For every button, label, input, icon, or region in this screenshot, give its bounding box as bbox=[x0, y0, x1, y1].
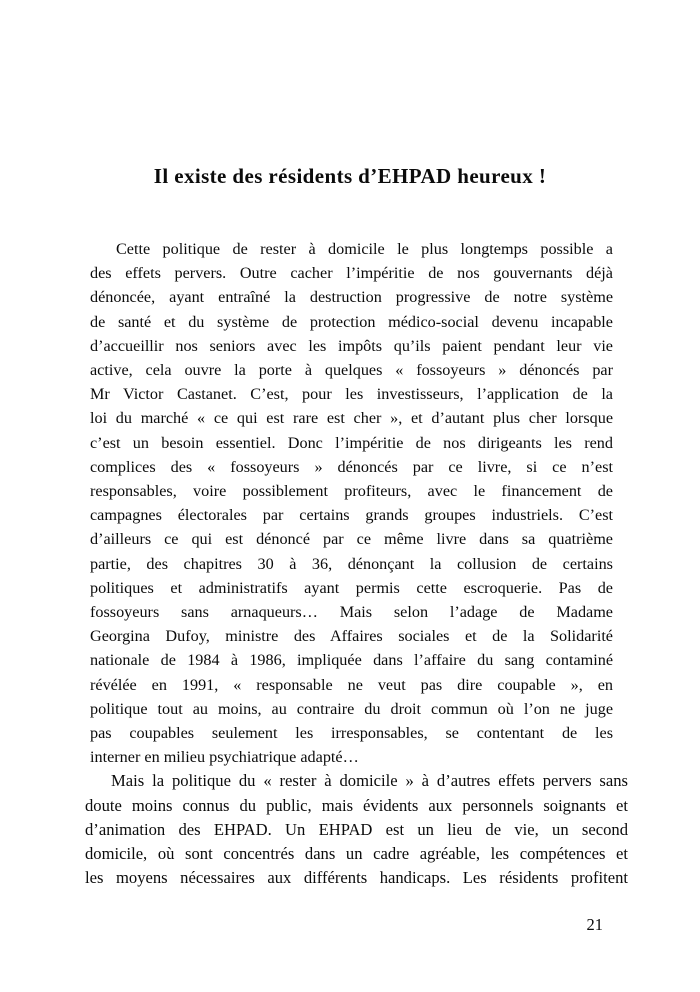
body-text bbox=[85, 237, 628, 890]
text-line: loi du marché « ce qui est rare est cher », et d’autant plus cher lorsque bbox=[90, 409, 613, 428]
text-line: politiques et administratifs ayant permis cette escroquerie. Pas de bbox=[90, 578, 613, 597]
text-line: c’est un besoin essentiel. Donc l’impéritie de nos dirigeants les rend bbox=[90, 433, 613, 452]
text-line: dénoncée, ayant entraîné la destruction progressive de notre système bbox=[90, 288, 613, 307]
text-line: pas coupables seulement les irresponsables, se contentant de les bbox=[90, 724, 613, 743]
text-line: Cette politique de rester à domicile le plus longtemps possible a bbox=[116, 240, 613, 258]
text-line: des effets pervers. Outre cacher l’impéritie de nos gouvernants déjà bbox=[90, 264, 613, 283]
text-line: Mr Victor Castanet. C’est, pour les investisseurs, l’application de la bbox=[90, 385, 613, 404]
text-line: Georgina Dufoy, ministre des Affaires sociales et de la Solidarité bbox=[90, 627, 613, 646]
text-line: responsables, voire possiblement profiteurs, avec le financement de bbox=[90, 482, 613, 501]
chapter-title: Il existe des résidents d’EHPAD heureux ! bbox=[153, 164, 547, 188]
page-number: 21 bbox=[586, 915, 603, 934]
paragraph-2 bbox=[85, 769, 628, 890]
text-line: de santé et du système de protection médico-social devenu incapable bbox=[90, 312, 613, 331]
text-line: partie, des chapitres 30 à 36, dénonçant la collusion de certains bbox=[90, 554, 613, 573]
text-line: complices des « fossoyeurs » dénoncés par ce livre, si ce n’est bbox=[90, 457, 613, 476]
text-line: d’ailleurs ce qui est dénoncé par ce même livre dans sa quatrième bbox=[90, 530, 613, 549]
text-line: Mais la politique du « rester à domicile » à d’autres effets pervers sans bbox=[111, 771, 628, 791]
text-line: domicile, où sont concentrés dans un cadre agréable, les compétences et bbox=[85, 844, 628, 864]
text-line: politique tout au moins, au contraire du droit commun où l’on ne juge bbox=[90, 699, 613, 718]
text-line: campagnes électorales par certains grands groupes industriels. C’est bbox=[90, 506, 613, 525]
text-line: révélée en 1991, « responsable ne veut pas dire coupable », en bbox=[90, 675, 613, 694]
text-line: d’accueillir nos seniors avec les impôts qu’ils paient pendant leur vie bbox=[90, 336, 613, 355]
text-line: doute moins connus du public, mais évidents aux personnels soignants et bbox=[85, 795, 628, 815]
text-line: les moyens nécessaires aux différents handicaps. Les résidents profitent bbox=[85, 868, 628, 888]
text-line: nationale de 1984 à 1986, impliquée dans l’affaire du sang contaminé bbox=[90, 651, 613, 670]
paragraph-1 bbox=[90, 237, 613, 769]
text-line: active, cela ouvre la porte à quelques « fossoyeurs » dénoncés par bbox=[90, 361, 613, 380]
text-line: fossoyeurs sans arnaqueurs… Mais selon l’adage de Madame bbox=[90, 603, 613, 622]
text-line: interner en milieu psychiatrique adapté… bbox=[90, 748, 359, 767]
text-line: d’animation des EHPAD. Un EHPAD est un lieu de vie, un second bbox=[85, 819, 628, 839]
